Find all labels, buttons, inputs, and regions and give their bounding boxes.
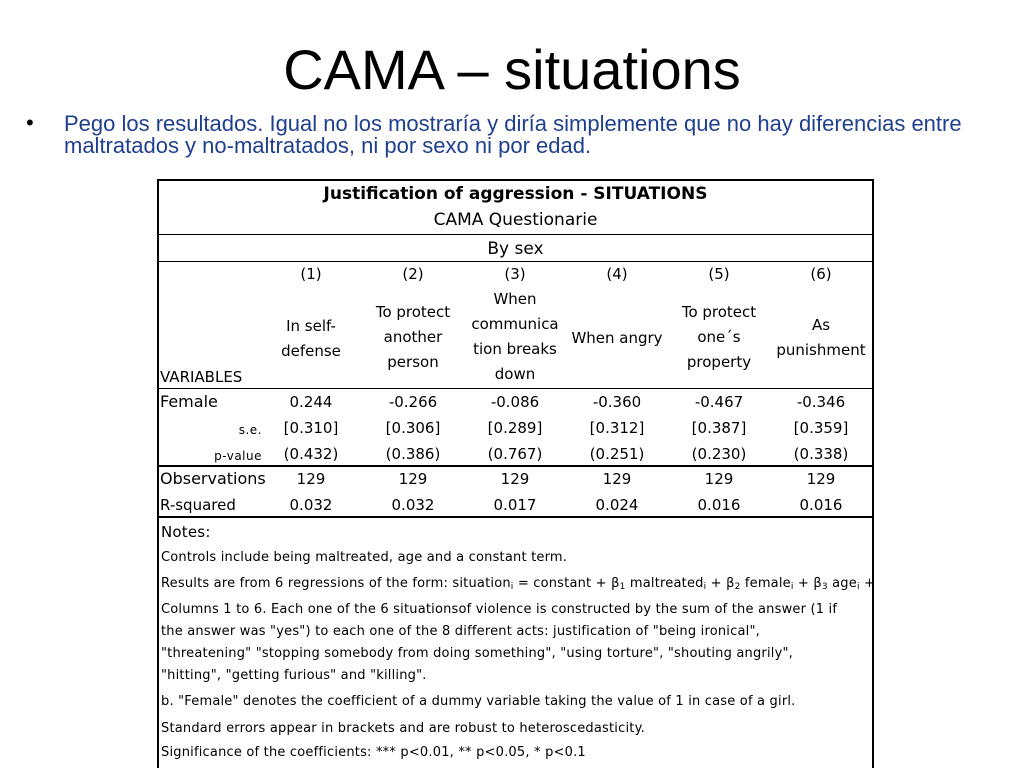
divider xyxy=(157,388,874,389)
slide-title: CAMA – situations xyxy=(283,38,741,101)
table-cell: 0.244 xyxy=(289,393,333,411)
divider xyxy=(157,261,874,262)
table-cell: 129 xyxy=(602,470,632,488)
table-cell: 129 xyxy=(500,470,530,488)
table-cell: [0.289] xyxy=(487,419,543,437)
column-label: As punishment xyxy=(776,316,866,359)
table-cell: 0.017 xyxy=(493,496,537,514)
table-cell: 129 xyxy=(806,470,836,488)
notes-standard-errors: Standard errors appear in brackets and are robust to heteroscedasticity. xyxy=(161,721,645,736)
notes-significance: Significance of the coefficients: *** p<0.01, ** p<0.05, * p<0.1 xyxy=(161,745,586,760)
table-border-right xyxy=(872,179,874,768)
column-label: In self- defense xyxy=(281,317,341,360)
table-cell: -0.086 xyxy=(490,393,540,411)
row-label-rsquared: R-squared xyxy=(160,496,236,514)
table-cell: 129 xyxy=(398,470,428,488)
notes-female: b. "Female" denotes the coefficient of a dummy variable taking the value of 1 in case of a girl. xyxy=(161,694,796,709)
divider xyxy=(157,234,874,235)
column-number: (4) xyxy=(606,265,628,283)
table-cell: 129 xyxy=(296,470,326,488)
column-label: To protect another person xyxy=(375,303,451,371)
table-cell: [0.312] xyxy=(589,419,645,437)
table-cell: (0.386) xyxy=(385,445,441,463)
divider xyxy=(157,516,874,518)
group-label: By sex xyxy=(487,239,544,259)
column-number: (1) xyxy=(300,265,322,283)
notes-controls: Controls include being maltreated, age and a constant term. xyxy=(161,550,568,565)
notes-columns-line: Columns 1 to 6. Each one of the 6 situationsof violence is constructed by the sum of the answer (1 if xyxy=(161,602,838,617)
table-border-left xyxy=(157,179,159,768)
table-title: Justification of aggression - SITUATIONS xyxy=(323,184,708,204)
bullet-text: Pego los resultados. Igual no los mostraría y diría simplemente que no hay diferencias entre maltratados y no-maltratados, ni por sexo ni por edad. xyxy=(64,111,962,158)
row-label-female: Female xyxy=(160,392,218,411)
table-cell: (0.432) xyxy=(283,445,339,463)
column-number: (6) xyxy=(810,265,832,283)
column-label: To protect one´s property xyxy=(681,303,757,371)
table-cell: -0.266 xyxy=(388,393,438,411)
notes-columns-line: "hitting", "getting furious" and "killing". xyxy=(161,668,427,683)
table-cell: -0.360 xyxy=(592,393,642,411)
notes-columns-line: the answer was "yes") to each one of the 8 different acts: justification of "being ironical", xyxy=(161,624,760,639)
row-label-se: s.e. xyxy=(238,423,262,437)
table-cell: [0.310] xyxy=(283,419,339,437)
table-subtitle: CAMA Questionarie xyxy=(433,210,598,230)
table-border-top xyxy=(157,179,874,181)
table-cell: 0.032 xyxy=(391,496,435,514)
notes-columns-line: "threatening" "stopping somebody from doing something", "using torture", "shouting angrily", xyxy=(161,646,794,661)
table-cell: (0.338) xyxy=(793,445,849,463)
table-cell: (0.767) xyxy=(487,445,543,463)
variables-label: VARIABLES xyxy=(160,368,243,386)
table-cell: 0.016 xyxy=(697,496,741,514)
table-cell: -0.467 xyxy=(694,393,744,411)
table-cell: (0.230) xyxy=(691,445,747,463)
bullet-dot-icon: • xyxy=(26,110,34,135)
divider xyxy=(157,465,874,467)
table-cell: 129 xyxy=(704,470,734,488)
column-number: (2) xyxy=(402,265,424,283)
table-cell: -0.346 xyxy=(796,393,846,411)
table-cell: 0.032 xyxy=(289,496,333,514)
results-table xyxy=(157,179,874,768)
table-cell: (0.251) xyxy=(589,445,645,463)
notes-formula: Results are from 6 regressions of the form: situation$_i$ = constant + $\beta_1$ maltreated$_i$ + $\beta_2$ female$_i$ + $\beta_3$ age$_i$ + xyxy=(161,576,876,592)
column-label: When communica tion breaks down xyxy=(471,290,559,383)
row-label-observations: Observations xyxy=(160,469,266,488)
column-label: When angry xyxy=(571,329,663,347)
notes-heading: Notes: xyxy=(161,523,211,541)
table-cell: [0.387] xyxy=(691,419,747,437)
column-number: (3) xyxy=(504,265,526,283)
column-number: (5) xyxy=(708,265,730,283)
table-cell: [0.306] xyxy=(385,419,441,437)
row-label-pvalue: p-value xyxy=(214,449,262,463)
table-cell: 0.024 xyxy=(595,496,639,514)
table-cell: 0.016 xyxy=(799,496,843,514)
table-cell: [0.359] xyxy=(793,419,849,437)
